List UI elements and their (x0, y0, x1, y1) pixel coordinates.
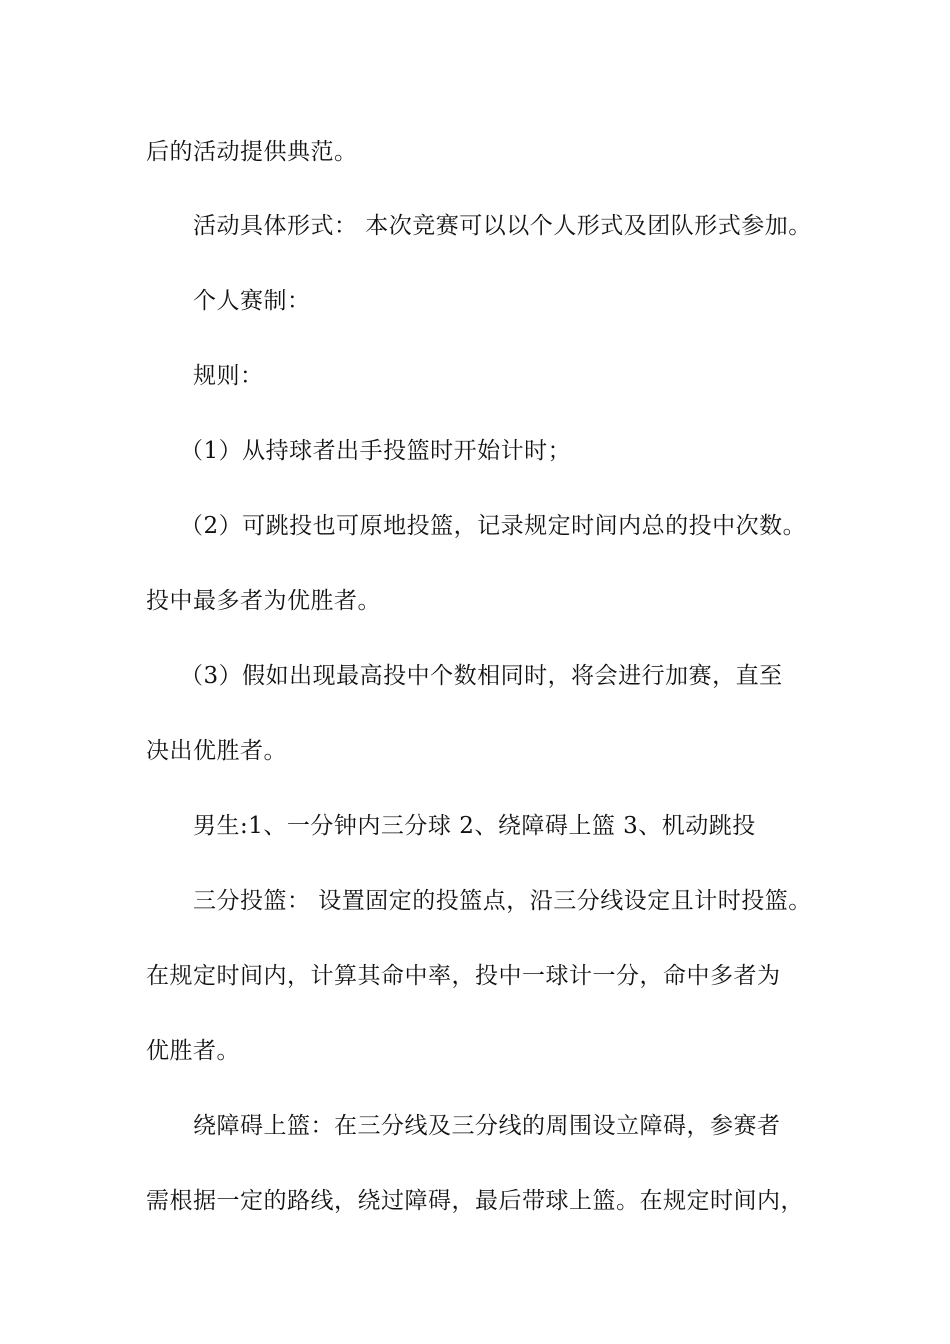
paragraph-line-continuation: 后的活动提供典范。 (146, 139, 358, 165)
paragraph-three-point: 三分投篮： 设置固定的投篮点，沿三分线设定且计时投篮。 (193, 888, 812, 914)
rule-item-2-continuation: 投中最多者为优胜者。 (146, 588, 381, 614)
paragraph-three-point-continuation: 在规定时间内，计算其命中率，投中一球计一分，命中多者为 (146, 963, 781, 989)
paragraph-three-point-end: 优胜者。 (146, 1038, 240, 1064)
paragraph-obstacle-layup-continuation: 需根据一定的路线，绕过障碍，最后带球上篮。在规定时间内， (146, 1188, 804, 1214)
heading-rules: 规则： (193, 363, 264, 389)
paragraph-obstacle-layup: 绕障碍上篮：在三分线及三分线的周围设立障碍，参赛者 (193, 1113, 781, 1139)
rule-item-2: （2）可跳投也可原地投篮，记录规定时间内总的投中次数。 (180, 513, 807, 539)
rule-item-1: （1）从持球者出手投篮时开始计时； (180, 438, 572, 464)
paragraph-activity-format: 活动具体形式： 本次竞赛可以以个人形式及团队形式参加。 (193, 213, 812, 239)
rule-item-3-continuation: 决出优胜者。 (146, 738, 287, 764)
paragraph-male-events: 男生:1、一分钟内三分球 2、绕障碍上篮 3、机动跳投 (193, 813, 756, 839)
heading-individual-format: 个人赛制： (193, 288, 311, 314)
rule-item-3: （3）假如出现最高投中个数相同时，将会进行加赛，直至 (180, 663, 783, 689)
